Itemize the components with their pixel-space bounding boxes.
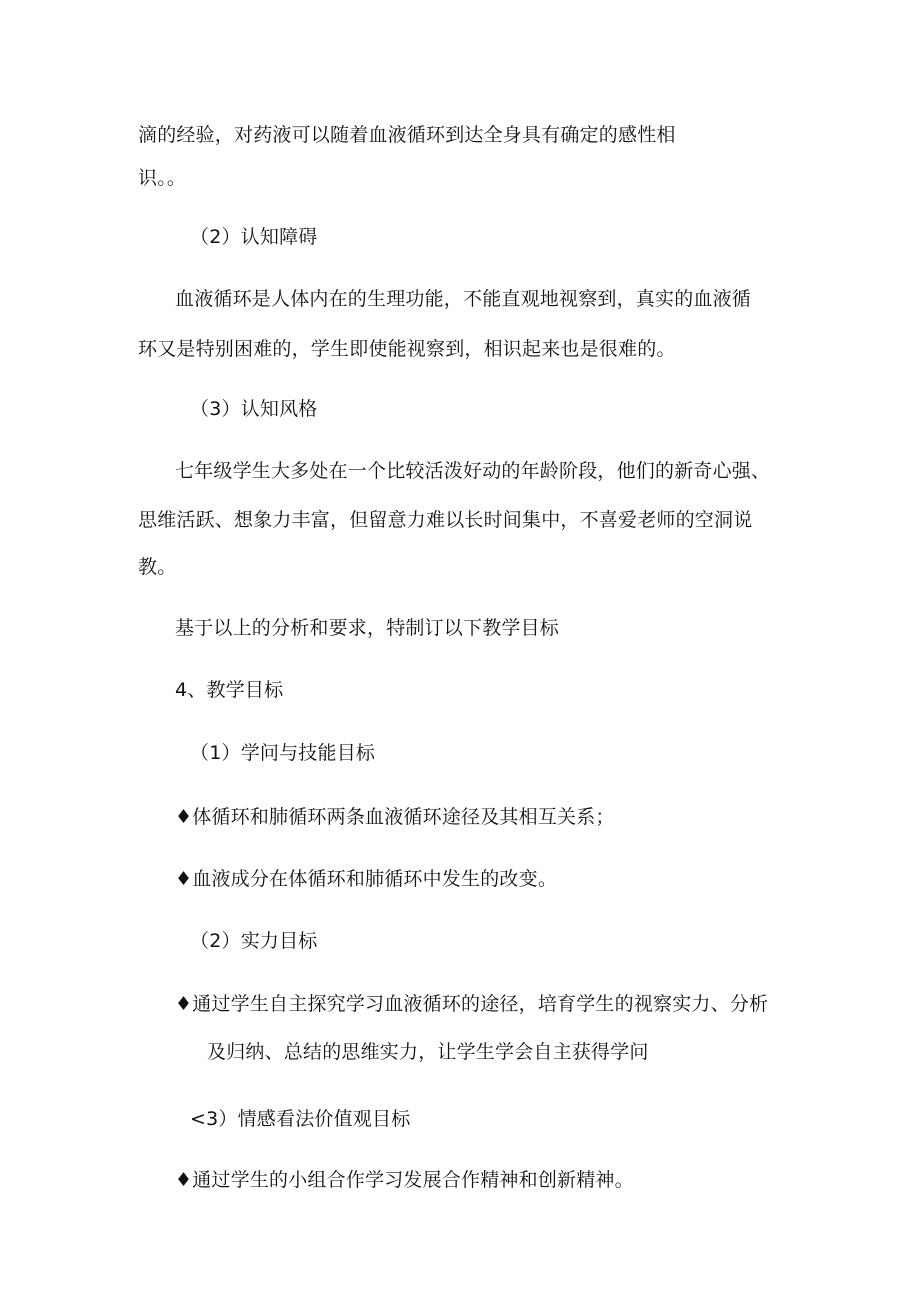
heading-cognitive-style: （3）认知风格 (190, 398, 318, 420)
bullet-item-4: ♦通过学生的小组合作学习发展合作精神和创新精神。 (175, 1169, 634, 1191)
heading-ability-goals: （2）实力目标 (190, 930, 318, 952)
paragraph-style-line-3: 教。 (138, 556, 177, 578)
paragraph-barrier-line-1: 血液循环是人体内在的生理功能，不能直观地视察到，真实的血液循 (175, 288, 752, 310)
paragraph-basis: 基于以上的分析和要求，特制订以下教学目标 (175, 617, 560, 639)
heading-knowledge-skill-goals: （1）学问与技能目标 (190, 742, 376, 764)
heading-teaching-goals: 4、教学目标 (175, 679, 284, 701)
paragraph-intro-line-2: 识。。 (138, 167, 187, 189)
bullet-item-1: ♦体循环和肺循环两条血液循环途径及其相互关系； (175, 806, 615, 828)
paragraph-barrier-line-2: 环又是特别困难的，学生即使能视察到，相识起来也是很难的。 (138, 338, 676, 360)
paragraph-style-line-1: 七年级学生大多处在一个比较活泼好动的年龄阶段，他们的新奇心强、 (175, 460, 771, 482)
bullet-item-3-line-2: 及归纳、总结的思维实力，让学生学会自主获得学问 (207, 1041, 649, 1063)
bullet-item-3-line-1: ♦通过学生自主探究学习血液循环的途径，培育学生的视察实力、分析 (175, 993, 769, 1015)
bullet-item-2: ♦血液成分在体循环和肺循环中发生的改变。 (175, 868, 558, 890)
paragraph-intro-line-1: 滴的经验，对药液可以随着血液循环到达全身具有确定的感性相 (138, 124, 676, 146)
heading-cognitive-barrier: （2）认知障碍 (190, 226, 318, 248)
heading-emotion-values-goals: <3）情感看法价值观目标 (190, 1108, 411, 1130)
paragraph-style-line-2: 思维活跃、想象力丰富，但留意力难以长时间集中，不喜爱老师的空洞说 (138, 509, 753, 531)
